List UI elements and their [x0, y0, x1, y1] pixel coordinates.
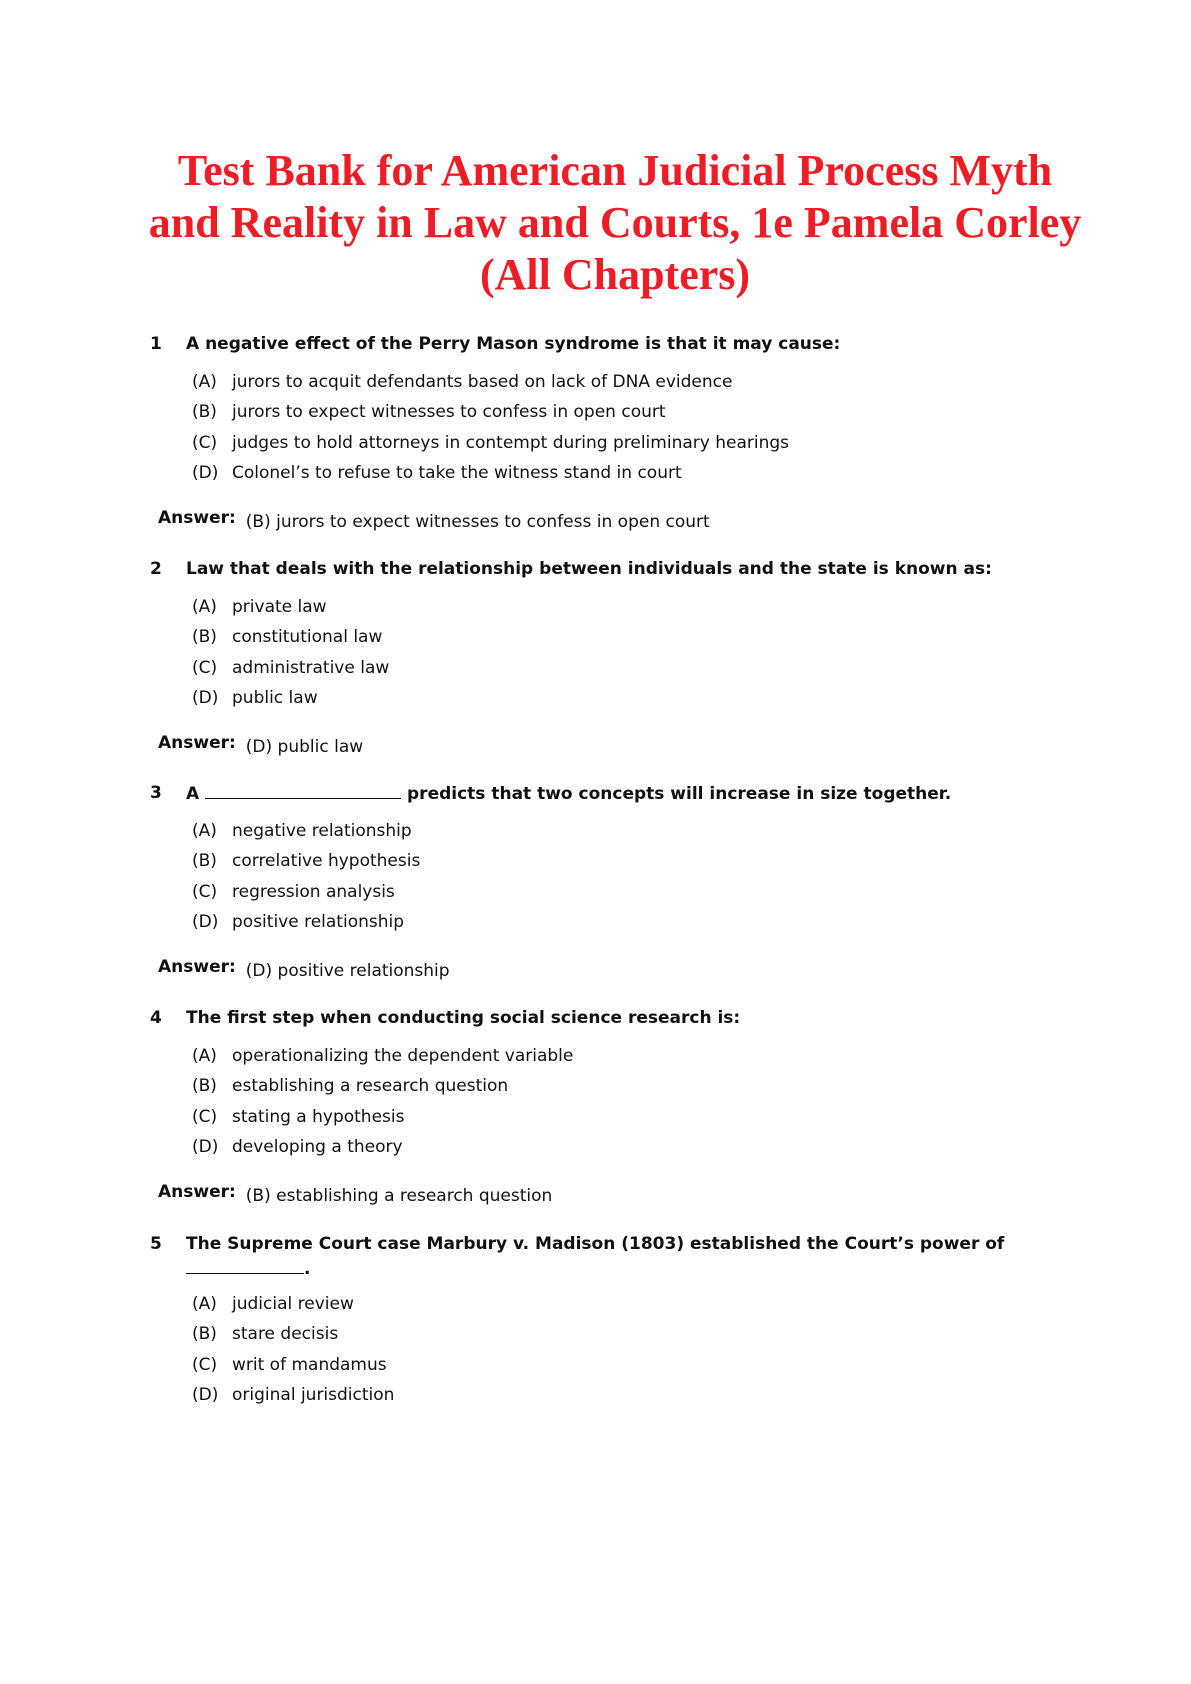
- option-c: [192, 431, 789, 455]
- option-letter: (D): [192, 1137, 219, 1157]
- option-text: positive relationship: [232, 912, 405, 932]
- option-text: stating a hypothesis: [232, 1107, 405, 1127]
- document-title: [100, 145, 1130, 301]
- option-text: public law: [232, 688, 318, 708]
- option-b: [192, 1322, 338, 1346]
- answer: [158, 1182, 552, 1206]
- answer: [158, 508, 710, 532]
- option-c: [192, 1105, 404, 1129]
- question-text-before: A: [186, 784, 200, 804]
- option-a: [192, 370, 732, 394]
- option-text: administrative law: [232, 658, 390, 678]
- option-letter: (D): [192, 1385, 219, 1405]
- question-text-after: predicts that two concepts will increase in size together.: [407, 784, 952, 804]
- option-letter: (A): [192, 1046, 217, 1066]
- option-letter: (D): [192, 463, 219, 483]
- question-number: 3: [150, 783, 162, 803]
- answer: [158, 733, 363, 757]
- option-a: [192, 1292, 354, 1316]
- option-letter: (B): [192, 1076, 217, 1096]
- fill-in-blank: [205, 781, 401, 799]
- answer-text: (B) jurors to expect witnesses to confess in open court: [245, 512, 710, 532]
- fill-in-blank: [186, 1256, 304, 1274]
- option-d: [192, 910, 404, 934]
- option-a: [192, 819, 412, 843]
- option-text: private law: [232, 597, 327, 617]
- question-number: 1: [150, 334, 162, 354]
- answer: [158, 957, 450, 981]
- option-text: Colonel’s to refuse to take the witness stand in court: [232, 463, 682, 483]
- question-text-main: The Supreme Court case Marbury v. Madison (1803) established the Court’s power of: [186, 1234, 1005, 1254]
- option-text: constitutional law: [232, 627, 383, 647]
- option-letter: (C): [192, 658, 218, 678]
- option-c: [192, 880, 395, 904]
- option-c: [192, 1353, 387, 1377]
- question-text: Law that deals with the relationship between individuals and the state is known as:: [186, 559, 992, 579]
- question-number: 4: [150, 1008, 162, 1028]
- question-number: 5: [150, 1234, 162, 1254]
- option-d: [192, 461, 682, 485]
- option-text: correlative hypothesis: [232, 851, 421, 871]
- option-a: [192, 595, 327, 619]
- option-b: [192, 849, 420, 873]
- option-text: developing a theory: [232, 1137, 403, 1157]
- option-text: writ of mandamus: [232, 1355, 387, 1375]
- option-letter: (A): [192, 821, 217, 841]
- option-letter: (B): [192, 402, 217, 422]
- title-line-2: and Reality in Law and Courts, 1e Pamela Corley: [148, 198, 1082, 247]
- option-text: negative relationship: [232, 821, 412, 841]
- option-letter: (D): [192, 688, 219, 708]
- option-text: original jurisdiction: [232, 1385, 395, 1405]
- option-text: operationalizing the dependent variable: [232, 1046, 574, 1066]
- answer-label: Answer:: [158, 1182, 236, 1202]
- option-letter: (B): [192, 851, 217, 871]
- option-text: judicial review: [232, 1294, 354, 1314]
- option-text: regression analysis: [232, 882, 395, 902]
- question-text: [186, 1232, 1026, 1281]
- option-text: stare decisis: [232, 1324, 339, 1344]
- option-d: [192, 1383, 394, 1407]
- title-line-1: Test Bank for American Judicial Process Myth: [177, 146, 1053, 195]
- option-letter: (A): [192, 1294, 217, 1314]
- option-text: establishing a research question: [232, 1076, 509, 1096]
- option-text: jurors to acquit defendants based on lack of DNA evidence: [232, 372, 733, 392]
- option-a: [192, 1044, 573, 1068]
- option-letter: (C): [192, 882, 218, 902]
- question-number: 2: [150, 559, 162, 579]
- option-text: judges to hold attorneys in contempt during preliminary hearings: [232, 433, 789, 453]
- answer-label: Answer:: [158, 733, 236, 753]
- option-letter: (B): [192, 627, 217, 647]
- option-letter: (C): [192, 433, 218, 453]
- option-b: [192, 625, 382, 649]
- question-text: [186, 781, 1026, 806]
- option-letter: (C): [192, 1355, 218, 1375]
- option-letter: (C): [192, 1107, 218, 1127]
- option-text: jurors to expect witnesses to confess in open court: [232, 402, 666, 422]
- option-d: [192, 1135, 403, 1159]
- question-text-end: .: [304, 1259, 311, 1279]
- option-b: [192, 1074, 508, 1098]
- option-b: [192, 400, 666, 424]
- option-letter: (A): [192, 597, 217, 617]
- option-d: [192, 686, 318, 710]
- option-letter: (B): [192, 1324, 217, 1344]
- option-letter: (D): [192, 912, 219, 932]
- answer-text: (B) establishing a research question: [245, 1186, 553, 1206]
- title-line-3: (All Chapters): [479, 250, 751, 299]
- question-text: The first step when conducting social science research is:: [186, 1008, 741, 1028]
- answer-label: Answer:: [158, 957, 236, 977]
- answer-text: (D) public law: [245, 737, 364, 757]
- answer-text: (D) positive relationship: [245, 961, 450, 981]
- question-text: A negative effect of the Perry Mason syndrome is that it may cause:: [186, 334, 841, 354]
- answer-label: Answer:: [158, 508, 236, 528]
- option-c: [192, 656, 389, 680]
- option-letter: (A): [192, 372, 217, 392]
